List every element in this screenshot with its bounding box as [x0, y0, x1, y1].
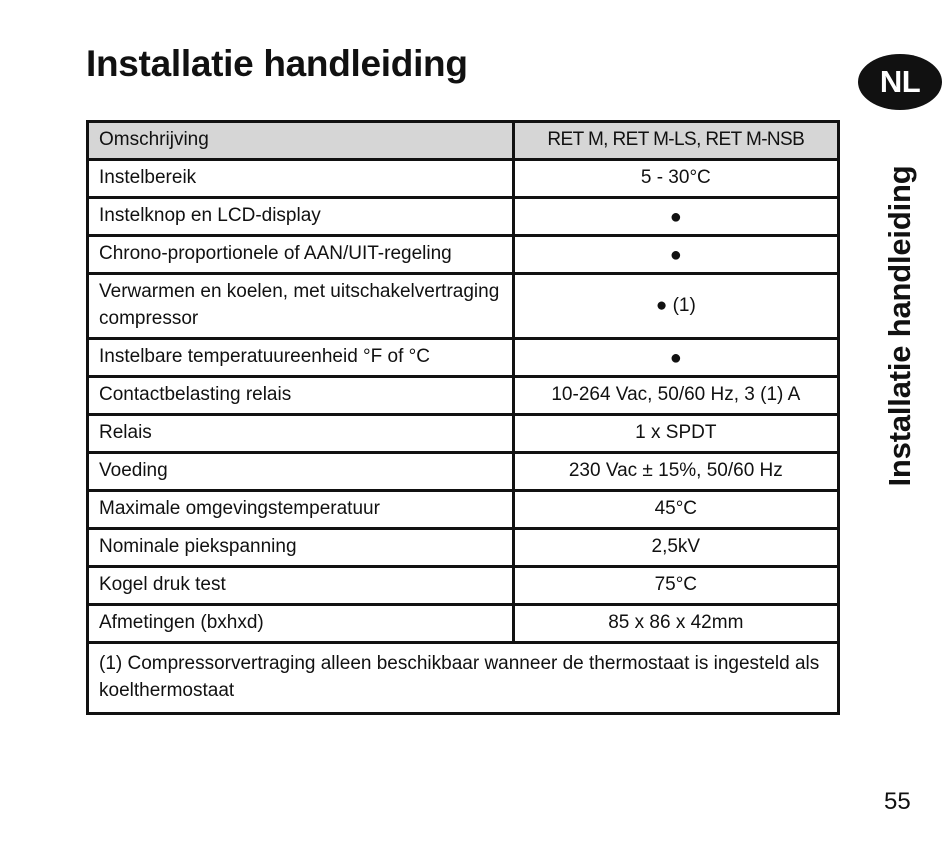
side-title: Installatie handleiding — [882, 165, 917, 487]
row-value: 10-264 Vac, 50/60 Hz, 3 (1) A — [513, 377, 838, 415]
page-number: 55 — [884, 788, 911, 815]
language-badge: NL — [858, 54, 942, 110]
row-value: 2,5kV — [513, 529, 838, 567]
row-value: 230 Vac ± 15%, 50/60 Hz — [513, 453, 838, 491]
table-row — [88, 567, 839, 605]
table-row — [88, 339, 839, 377]
table-row — [88, 491, 839, 529]
row-label: Chrono-proportionele of AAN/UIT-regeling — [88, 236, 514, 274]
footnote: (1) Compressorvertraging alleen beschikbaar wanneer de thermostaat is ingesteld als koelthermostaat — [88, 643, 839, 714]
bullet-icon: ● — [513, 198, 838, 236]
row-value: 75°C — [513, 567, 838, 605]
row-label: Contactbelasting relais — [88, 377, 514, 415]
row-label: Afmetingen (bxhxd) — [88, 605, 514, 643]
row-label: Voeding — [88, 453, 514, 491]
table-row — [88, 377, 839, 415]
table-row — [88, 453, 839, 491]
table-row — [88, 160, 839, 198]
row-value: 1 x SPDT — [513, 415, 838, 453]
table-row — [88, 198, 839, 236]
row-label: Verwarmen en koelen, met uitschakelvertraging compressor — [88, 274, 514, 339]
table-row — [88, 605, 839, 643]
table-row — [88, 529, 839, 567]
table-row — [88, 415, 839, 453]
row-label: Relais — [88, 415, 514, 453]
table-row — [88, 274, 839, 339]
row-label: Instelbare temperatuureenheid °F of °C — [88, 339, 514, 377]
row-label: Instelbereik — [88, 160, 514, 198]
bullet-icon: ● — [513, 339, 838, 377]
spec-table — [86, 120, 840, 715]
row-value: 5 - 30°C — [513, 160, 838, 198]
row-value: 45°C — [513, 491, 838, 529]
bullet-icon: ● — [513, 236, 838, 274]
row-value: ● (1) — [513, 274, 838, 339]
row-label: Kogel druk test — [88, 567, 514, 605]
header-models: RET M, RET M-LS, RET M-NSB — [513, 122, 838, 160]
row-label: Maximale omgevingstemperatuur — [88, 491, 514, 529]
row-label: Nominale piekspanning — [88, 529, 514, 567]
table-header-row — [88, 122, 839, 160]
footnote-row — [88, 643, 839, 714]
page-title: Installatie handleiding — [86, 43, 468, 84]
row-label: Instelknop en LCD-display — [88, 198, 514, 236]
row-value: 85 x 86 x 42mm — [513, 605, 838, 643]
header-description: Omschrijving — [88, 122, 514, 160]
table-row — [88, 236, 839, 274]
